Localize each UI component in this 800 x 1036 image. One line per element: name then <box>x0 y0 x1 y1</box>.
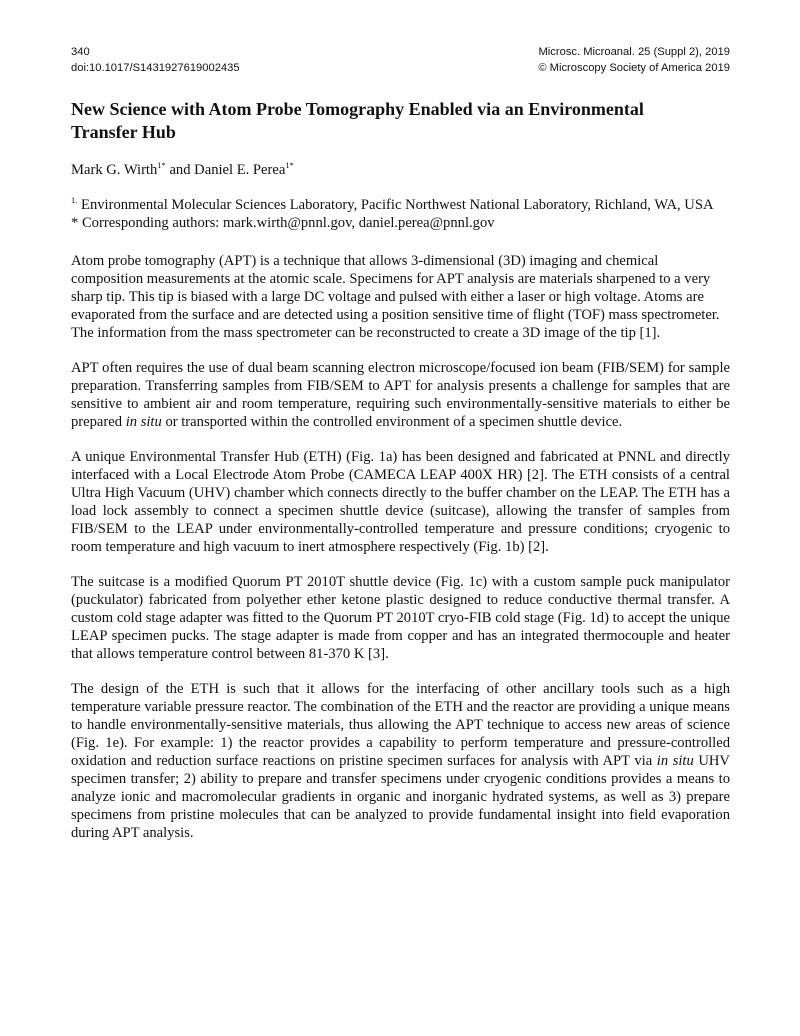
paragraph-text: The design of the ETH is such that it allows for the interfacing of other ancillary tools such as a high temperature variable pressure reactor. The combination of the ETH and the reactor are providing a unique means to handle environmentally-sensitive materials, thus allowing the APT technique to access new areas of science (Fig. 1e). For example: 1) the reactor provides a capability to perform temperature and pressure-controlled oxidation and reduction surface reactions on pristine specimen surfaces for analysis with APT via <box>71 681 730 769</box>
doi: doi:10.1017/S1431927619002435 <box>71 62 240 74</box>
author-affiliation-marker: 1* <box>157 160 166 170</box>
affiliation-marker: 1. <box>71 195 78 205</box>
corresponding-authors: * Corresponding authors: mark.wirth@pnnl.gov, daniel.perea@pnnl.gov <box>71 215 495 231</box>
paragraph-text: The suitcase is a modified Quorum PT 2010T shuttle device (Fig. 1c) with a custom sample puck manipulator (puckulator) fabricated from polyether ether ketone plastic designed to reduce conductive thermal transfer. A custom cold stage adapter was fitted to the Quorum PT 2010T cryo-FIB cold stage (Fig. 1d) to accept the unique LEAP specimen pucks. The stage adapter is made from copper and has an integrated thermocouple and heater that allows temperature control between 81-370 K [3]. <box>71 574 730 662</box>
body-text <box>71 252 730 842</box>
paper-page <box>71 44 730 842</box>
italic-term: in situ <box>125 414 162 430</box>
author-joiner: and <box>165 162 195 178</box>
body-paragraph <box>71 252 730 342</box>
affiliation-text: Environmental Molecular Sciences Laboratory, Pacific Northwest National Laboratory, Richland, WA, USA <box>77 197 714 213</box>
affiliation-line <box>71 196 730 214</box>
paragraph-text: Atom probe tomography (APT) is a technique that allows 3-dimensional (3D) imaging and chemical composition measurements at the atomic scale. Specimens for APT analysis are materials sharpened to a very sharp tip. This tip is biased with a large DC voltage and pulsed with either a laser or high voltage. Atoms are evaporated from the surface and are detected using a position sensitive time of flight (TOF) mass spectrometer. The information from the mass spectrometer can be reconstructed to create a 3D image of the tip [1]. <box>71 253 720 341</box>
copyright-notice: © Microscopy Society of America 2019 <box>538 62 730 74</box>
paragraph-text: UHV specimen transfer; 2) ability to prepare and transfer specimens under cryogenic conditions provides a means to analyze ionic and macromolecular gradients in organic and inorganic hydrated systems, as well as 3) prepare specimens from pristine molecules that can be analyzed to provide fundamental insight into field evaporation during APT analysis. <box>71 753 730 841</box>
paragraph-text: or transported within the controlled environment of a specimen shuttle device. <box>161 414 623 430</box>
body-paragraph <box>71 680 730 842</box>
running-header <box>71 44 730 76</box>
paragraph-text: APT often requires the use of dual beam scanning electron microscope/focused ion beam (FIB/SEM) for sample preparation. Transferring samples from FIB/SEM to APT for analysis presents a challenge for samples that are sensitive to ambient air and room temperature, requiring such environmentally-sensitive materials to either be prepared <box>71 360 730 430</box>
italic-term: in situ <box>656 753 694 769</box>
body-paragraph <box>71 448 730 556</box>
author-name: Daniel E. Perea <box>194 162 286 178</box>
body-paragraph <box>71 573 730 663</box>
affiliations <box>71 196 730 232</box>
header-right <box>538 44 730 76</box>
author-name: Mark G. Wirth <box>71 162 158 178</box>
paper-title: New Science with Atom Probe Tomography Enabled via an Environmental Transfer Hub <box>71 99 644 142</box>
journal-citation: Microsc. Microanal. 25 (Suppl 2), 2019 <box>538 46 730 58</box>
author-list <box>71 161 730 179</box>
body-paragraph <box>71 359 730 431</box>
paragraph-text: A unique Environmental Transfer Hub (ETH) (Fig. 1a) has been designed and fabricated at PNNL and directly interfaced with a Local Electrode Atom Probe (CAMECA LEAP 400X HR) [2]. The ETH consists of a central Ultra High Vacuum (UHV) chamber which connects directly to the buffer chamber on the LEAP. The ETH has a load lock assembly to connect a specimen shuttle device (suitcase), allowing the transfer of samples from FIB/SEM to the LEAP under environmentally-controlled temperature and pressure conditions; cryogenic to room temperature and high vacuum to inert atmosphere respectively (Fig. 1b) [2]. <box>71 449 730 555</box>
header-left <box>71 44 240 76</box>
page-number: 340 <box>71 46 90 58</box>
author-affiliation-marker: 1* <box>285 160 294 170</box>
